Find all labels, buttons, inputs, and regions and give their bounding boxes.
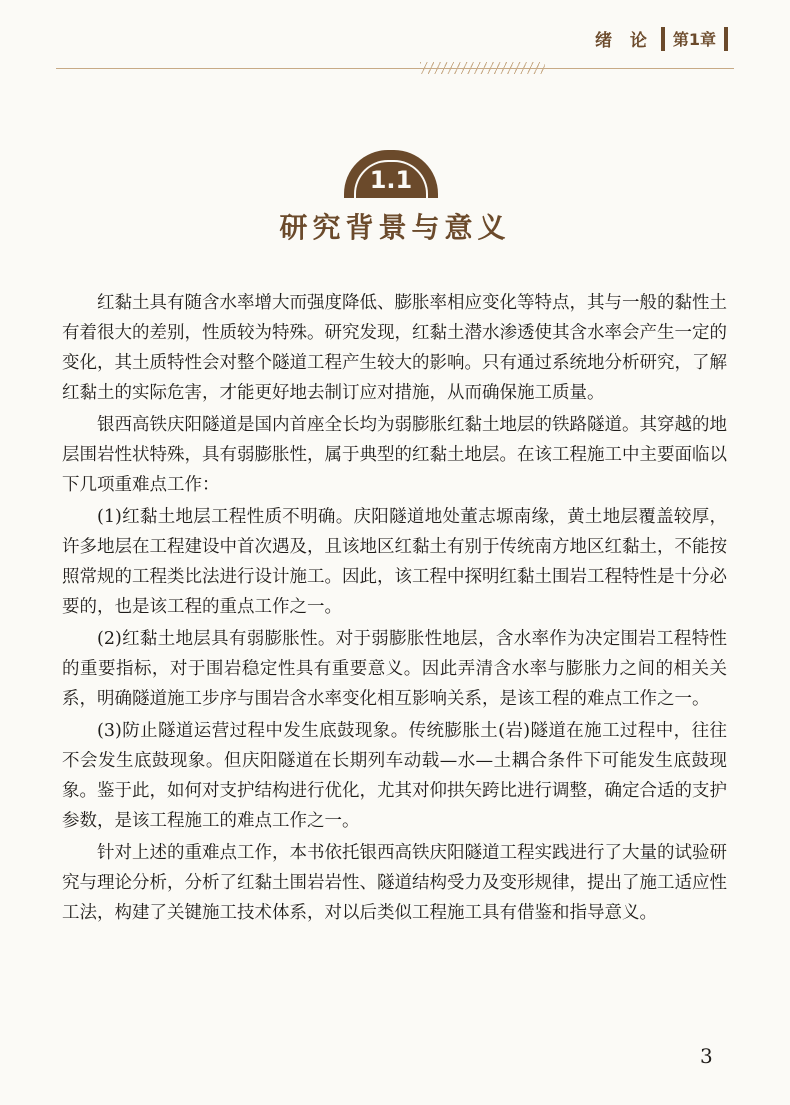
- paragraph: 银西高铁庆阳隧道是国内首座全长均为弱膨胀红黏土地层的铁路隧道。其穿越的地层围岩性状特殊，具有弱膨胀性，属于典型的红黏土地层。在该工程施工中主要面临以下几项重难点工作：: [62, 415, 727, 495]
- page-number: 3: [700, 1044, 713, 1068]
- paragraph: (2)红黏土地层具有弱膨胀性。对于弱膨胀性地层，含水率作为决定围岩工程特性的重要指标，对于围岩稳定性具有重要意义。因此弄清含水率与膨胀力之间的相关关系，明确隧道施工步序与围岩含水率变化相互影响关系，是该工程的难点工作之一。: [62, 629, 727, 709]
- paragraph: 针对上述的重难点工作，本书依托银西高铁庆阳隧道工程实践进行了大量的试验研究与理论分析，分析了红黏土围岩岩性、隧道结构受力及变形规律，提出了施工适应性工法，构建了关键施工技术体系，对以后类似工程施工具有借鉴和指导意义。: [62, 843, 727, 923]
- paragraph: (1)红黏土地层工程性质不明确。庆阳隧道地处董志塬南缘，黄土地层覆盖较厚，许多地层在工程建设中首次遇及，且该地区红黏土有别于传统南方地区红黏土，不能按照常规的工程类比法进行设计施工。因此，该工程中探明红黏土围岩工程特性是十分必要的，也是该工程的重点工作之一。: [62, 507, 727, 617]
- section-title: 研究背景与意义: [279, 211, 511, 244]
- paragraph: 红黏土具有随含水率增大而强度降低、膨胀率相应变化等特点，其与一般的黏性土有着很大的差别，性质较为特殊。研究发现，红黏土潜水渗透使其含水率会产生一定的变化，其土质特性会对整个隧道工程产生较大的影响。只有通过系统地分析研究，了解红黏土的实际危害，才能更好地去制订应对措施，从而确保施工质量。: [62, 293, 727, 403]
- running-header: [595, 26, 728, 51]
- chapter-number: 第1章: [672, 30, 716, 49]
- header-divider: [661, 27, 665, 51]
- header-divider-end: [724, 27, 728, 51]
- header-rule: [56, 68, 734, 69]
- body-text: [62, 288, 727, 930]
- chapter-name: 绪 论: [594, 31, 653, 51]
- header-hatch-ornament: [420, 62, 545, 74]
- section-number-badge: [344, 150, 438, 198]
- section-number: 1.1: [354, 160, 428, 198]
- paragraph: (3)防止隧道运营过程中发生底鼓现象。传统膨胀土(岩)隧道在施工过程中，往往不会发生底鼓现象。但庆阳隧道在长期列车动载—水—土耦合条件下可能发生底鼓现象。鉴于此，如何对支护结构进行优化，尤其对仰拱矢跨比进行调整，确定合适的支护参数，是该工程施工的难点工作之一。: [62, 721, 727, 831]
